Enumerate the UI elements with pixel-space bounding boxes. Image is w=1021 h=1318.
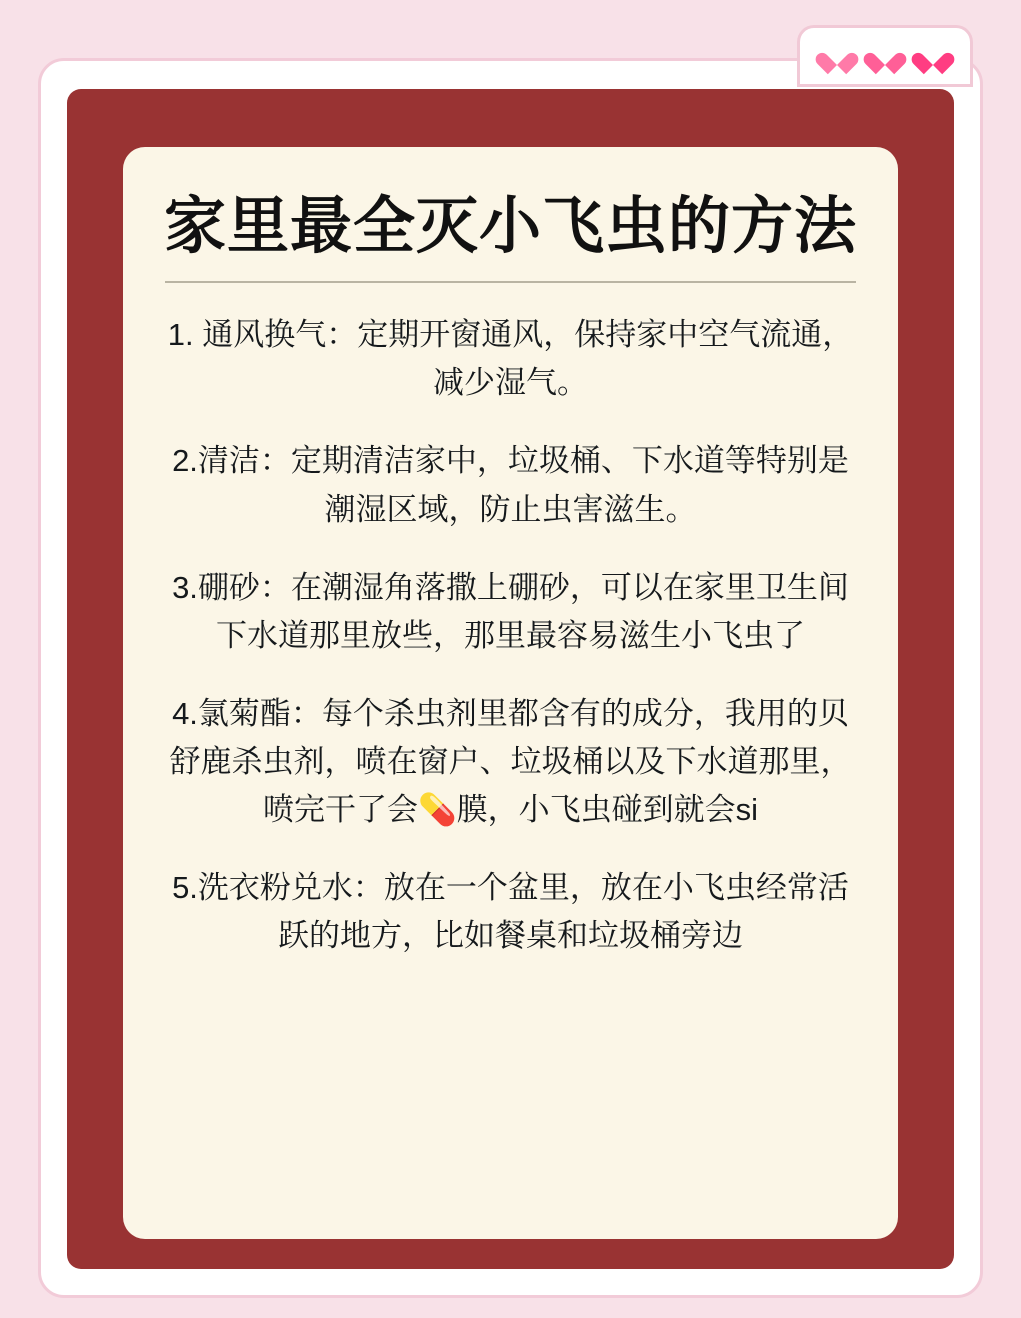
heart-icon xyxy=(920,44,946,68)
note-frame xyxy=(67,89,954,1269)
list-item: 3.硼砂：在潮湿角落撒上硼砂，可以在家里卫生间下水道那里放些，那里最容易滋生小飞虫了 xyxy=(172,569,849,653)
list-item: 1. 通风换气：定期开窗通风，保持家中空气流通，减少湿气。 xyxy=(167,317,854,401)
title-divider xyxy=(165,281,856,283)
heart-icon xyxy=(872,44,898,68)
list-item: 5.洗衣粉兑水：放在一个盆里，放在小飞虫经常活跃的地方，比如餐桌和垃圾桶旁边 xyxy=(172,869,849,953)
note-card xyxy=(38,58,983,1298)
list-item: 2.清洁：定期清洁家中，垃圾桶、下水道等特别是潮湿区域，防止虫害滋生。 xyxy=(172,443,849,527)
list-item: 4.氯菊酯：每个杀虫剂里都含有的成分，我用的贝舒鹿杀虫剂，喷在窗户、垃圾桶以及下水道那里，喷完干了会💊膜，小飞虫碰到就会si xyxy=(169,695,852,827)
heart-icon xyxy=(824,44,850,68)
heart-tab-decoration xyxy=(800,28,970,84)
note-sheet xyxy=(123,147,898,1239)
tips-list xyxy=(157,311,864,960)
page-title: 家里最全灭小飞虫的方法 xyxy=(163,189,857,262)
